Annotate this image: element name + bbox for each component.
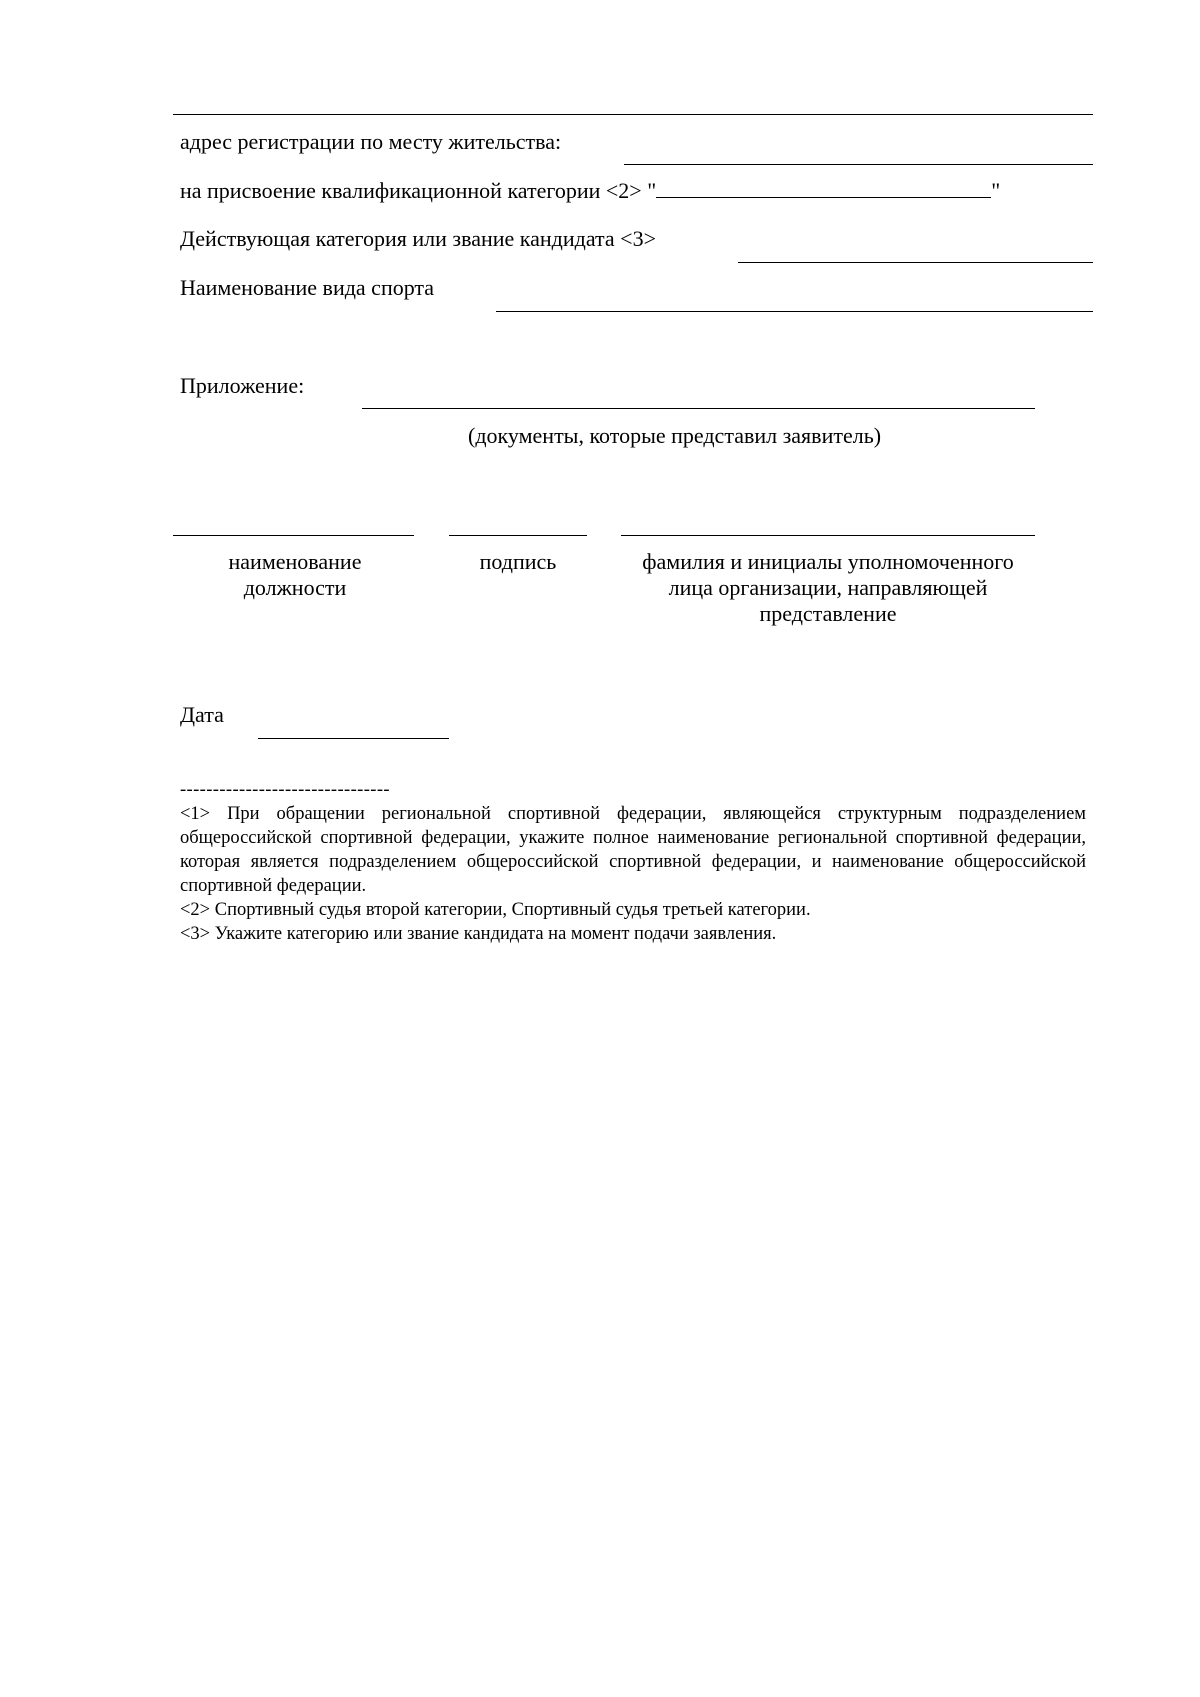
date-field-line[interactable] (258, 738, 449, 739)
position-signature-line[interactable] (173, 535, 414, 536)
category-field-line[interactable] (656, 177, 991, 198)
category-request-line (180, 177, 1000, 204)
date-label: Дата (180, 702, 224, 727)
footnotes (180, 778, 1086, 946)
position-caption: наименование должности (228, 549, 362, 600)
footnote-3: <3> Укажите категорию или звание кандидата на момент подачи заявления. (180, 924, 777, 944)
category-request-prefix: на присвоение квалификационной категории <2> " (180, 178, 657, 203)
attachment-caption: (документы, которые представил заявитель) (468, 423, 882, 448)
attachment-label: Приложение: (180, 373, 305, 398)
top-rule (173, 114, 1093, 115)
name-caption: фамилия и инициалы уполномоченного лица организации, направляющей представление (642, 549, 1014, 626)
footnote-separator: -------------------------------- (180, 780, 390, 800)
category-request-suffix: " (991, 178, 1001, 203)
name-signature-line[interactable] (621, 535, 1035, 536)
sport-label: Наименование вида спорта (180, 275, 435, 300)
signature-caption: подпись (479, 549, 557, 574)
footnote-1: <1> При обращении региональной спортивной федерации, являющейся структурным подразделением общероссийской спортивной федерации, укажите полное наименование региональной спортивной федерации, которая является подразделением общероссийской спортивной федерации, и наименование общероссийской спортивной федерации. (180, 804, 1086, 896)
current-category-label: Действующая категория или звание кандидата <3> (180, 226, 656, 251)
address-label: адрес регистрации по месту жительства: (180, 129, 562, 154)
footnote-2: <2> Спортивный судья второй категории, Спортивный судья третьей категории. (180, 900, 811, 920)
attachment-field-line[interactable] (362, 408, 1035, 409)
signature-line[interactable] (449, 535, 587, 536)
address-field-line[interactable] (624, 164, 1093, 165)
sport-field-line[interactable] (496, 311, 1093, 312)
current-category-field-line[interactable] (738, 262, 1093, 263)
